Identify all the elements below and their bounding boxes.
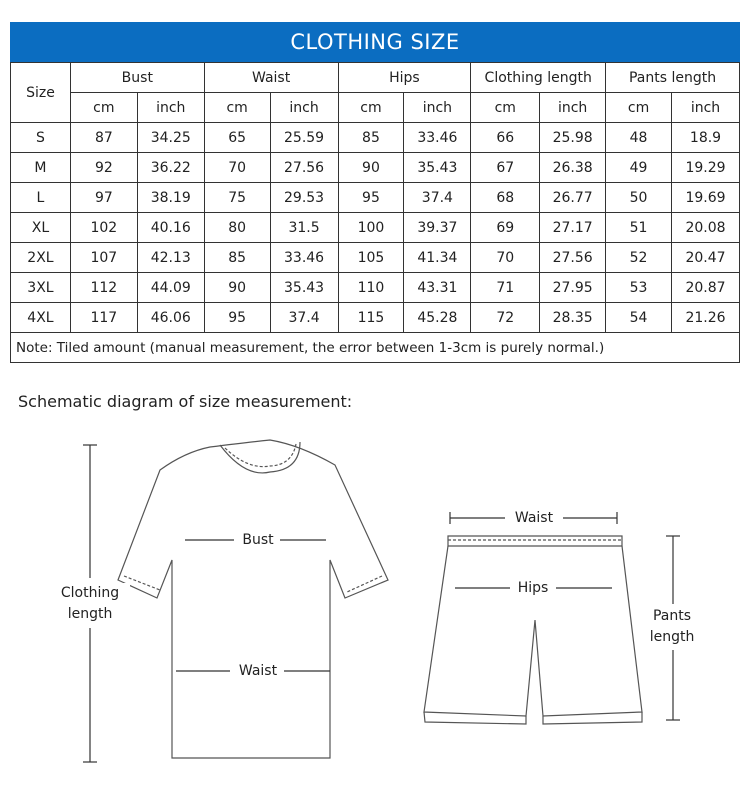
unit-header: inch xyxy=(404,93,471,123)
shirt-bust-label: Bust xyxy=(236,530,280,550)
unit-header: cm xyxy=(471,93,540,123)
size-cell: M xyxy=(11,153,71,183)
value-cell: 29.53 xyxy=(270,183,338,213)
group-header: Waist xyxy=(204,63,338,93)
size-cell: 2XL xyxy=(11,243,71,273)
value-cell: 27.95 xyxy=(540,273,606,303)
value-cell: 70 xyxy=(471,243,540,273)
group-header: Hips xyxy=(338,63,471,93)
value-cell: 27.56 xyxy=(270,153,338,183)
value-cell: 90 xyxy=(204,273,270,303)
value-cell: 53 xyxy=(606,273,672,303)
value-cell: 44.09 xyxy=(137,273,204,303)
value-cell: 46.06 xyxy=(137,303,204,333)
value-cell: 112 xyxy=(70,273,137,303)
value-cell: 85 xyxy=(204,243,270,273)
value-cell: 48 xyxy=(606,123,672,153)
unit-header: inch xyxy=(270,93,338,123)
pants-length-label-2: length xyxy=(640,627,704,647)
value-cell: 97 xyxy=(70,183,137,213)
clothing-length-label-1: Clothing xyxy=(50,583,130,603)
size-cell: XL xyxy=(11,213,71,243)
diagram-subtitle: Schematic diagram of size measurement: xyxy=(18,392,353,411)
value-cell: 26.38 xyxy=(540,153,606,183)
shorts-outline xyxy=(424,536,642,724)
unit-header: cm xyxy=(338,93,404,123)
value-cell: 41.34 xyxy=(404,243,471,273)
value-cell: 18.9 xyxy=(671,123,739,153)
value-cell: 20.87 xyxy=(671,273,739,303)
value-cell: 102 xyxy=(70,213,137,243)
value-cell: 35.43 xyxy=(270,273,338,303)
value-cell: 85 xyxy=(338,123,404,153)
unit-header: inch xyxy=(540,93,606,123)
chart-title: CLOTHING SIZE xyxy=(10,22,740,62)
value-cell: 42.13 xyxy=(137,243,204,273)
value-cell: 27.56 xyxy=(540,243,606,273)
value-cell: 66 xyxy=(471,123,540,153)
value-cell: 54 xyxy=(606,303,672,333)
value-cell: 43.31 xyxy=(404,273,471,303)
value-cell: 52 xyxy=(606,243,672,273)
value-cell: 69 xyxy=(471,213,540,243)
value-cell: 90 xyxy=(338,153,404,183)
value-cell: 40.16 xyxy=(137,213,204,243)
clothing-length-label-2: length xyxy=(50,604,130,624)
value-cell: 19.69 xyxy=(671,183,739,213)
group-header: Pants length xyxy=(606,63,740,93)
group-header: Clothing length xyxy=(471,63,606,93)
value-cell: 92 xyxy=(70,153,137,183)
value-cell: 28.35 xyxy=(540,303,606,333)
value-cell: 37.4 xyxy=(270,303,338,333)
size-cell: S xyxy=(11,123,71,153)
size-cell: L xyxy=(11,183,71,213)
value-cell: 25.59 xyxy=(270,123,338,153)
value-cell: 67 xyxy=(471,153,540,183)
value-cell: 107 xyxy=(70,243,137,273)
value-cell: 21.26 xyxy=(671,303,739,333)
value-cell: 33.46 xyxy=(404,123,471,153)
value-cell: 31.5 xyxy=(270,213,338,243)
value-cell: 70 xyxy=(204,153,270,183)
value-cell: 95 xyxy=(204,303,270,333)
value-cell: 50 xyxy=(606,183,672,213)
value-cell: 105 xyxy=(338,243,404,273)
value-cell: 36.22 xyxy=(137,153,204,183)
value-cell: 68 xyxy=(471,183,540,213)
unit-header: inch xyxy=(137,93,204,123)
value-cell: 117 xyxy=(70,303,137,333)
unit-header: cm xyxy=(606,93,672,123)
shorts-waist-label: Waist xyxy=(507,508,561,528)
table-note: Note: Tiled amount (manual measurement, the error between 1-3cm is purely normal.) xyxy=(11,333,740,363)
value-cell: 65 xyxy=(204,123,270,153)
value-cell: 49 xyxy=(606,153,672,183)
value-cell: 35.43 xyxy=(404,153,471,183)
shirt-waist-label: Waist xyxy=(232,661,284,681)
unit-header: cm xyxy=(70,93,137,123)
value-cell: 95 xyxy=(338,183,404,213)
size-cell: 3XL xyxy=(11,273,71,303)
shorts-hips-label: Hips xyxy=(511,578,555,598)
value-cell: 115 xyxy=(338,303,404,333)
value-cell: 51 xyxy=(606,213,672,243)
value-cell: 110 xyxy=(338,273,404,303)
value-cell: 87 xyxy=(70,123,137,153)
value-cell: 19.29 xyxy=(671,153,739,183)
group-header: Bust xyxy=(70,63,204,93)
value-cell: 20.47 xyxy=(671,243,739,273)
value-cell: 20.08 xyxy=(671,213,739,243)
value-cell: 39.37 xyxy=(404,213,471,243)
size-cell: 4XL xyxy=(11,303,71,333)
pants-length-label-1: Pants xyxy=(640,606,704,626)
unit-header: inch xyxy=(671,93,739,123)
value-cell: 27.17 xyxy=(540,213,606,243)
value-cell: 25.98 xyxy=(540,123,606,153)
value-cell: 45.28 xyxy=(404,303,471,333)
value-cell: 72 xyxy=(471,303,540,333)
tshirt-outline xyxy=(118,440,388,758)
value-cell: 26.77 xyxy=(540,183,606,213)
unit-header: cm xyxy=(204,93,270,123)
value-cell: 71 xyxy=(471,273,540,303)
value-cell: 37.4 xyxy=(404,183,471,213)
value-cell: 33.46 xyxy=(270,243,338,273)
value-cell: 100 xyxy=(338,213,404,243)
value-cell: 38.19 xyxy=(137,183,204,213)
size-header: Size xyxy=(11,63,71,123)
value-cell: 80 xyxy=(204,213,270,243)
value-cell: 34.25 xyxy=(137,123,204,153)
value-cell: 75 xyxy=(204,183,270,213)
